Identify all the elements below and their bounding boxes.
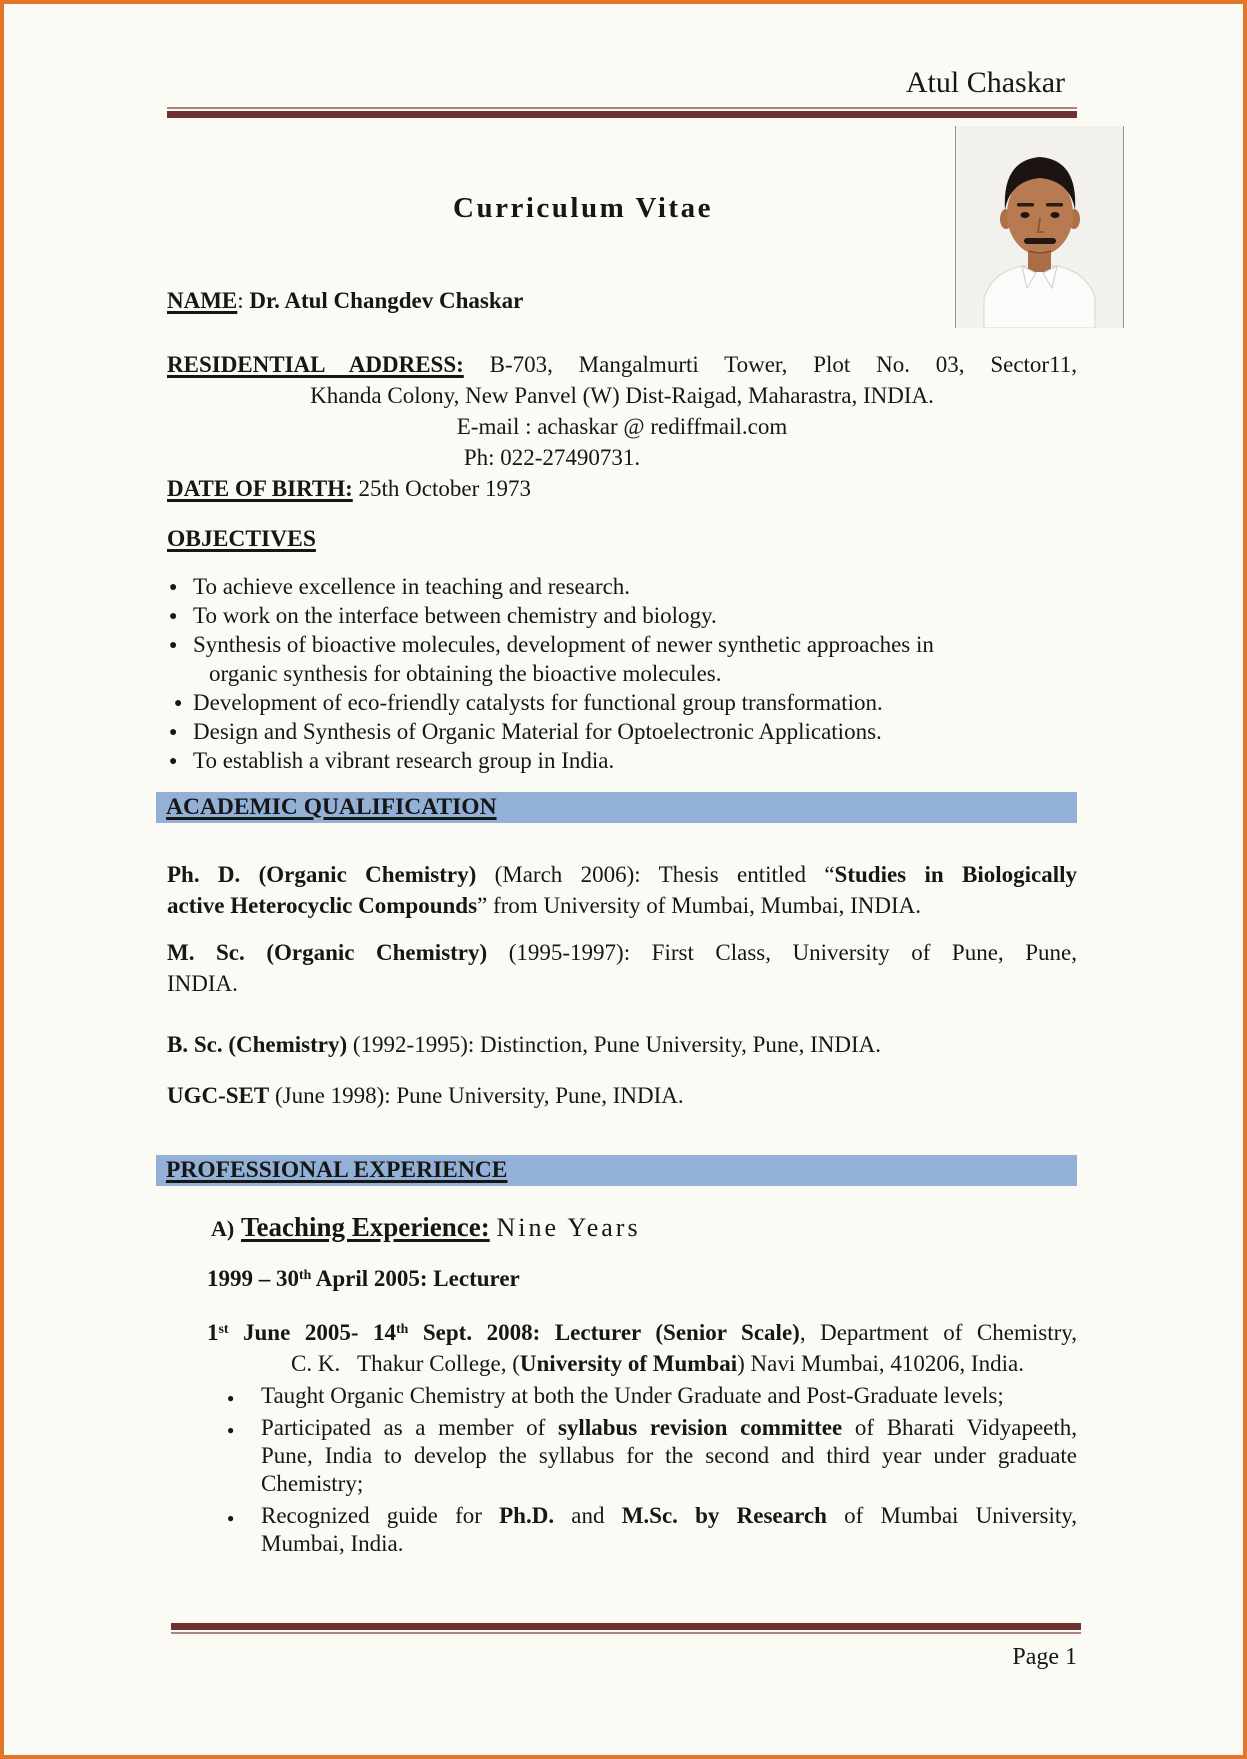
name-line: NAME: Dr. Atul Changdev Chaskar: [167, 288, 524, 313]
objectives-heading: OBJECTIVES: [167, 526, 316, 552]
list-label: A): [211, 1216, 235, 1241]
phd-entry: Ph. D. (Organic Chemistry) (March 2006): Thesis entitled “Studies in Biologically active Heterocyclic Compounds” from University of Mumbai, Mumbai, INDIA.: [167, 862, 1077, 918]
teaching-experience-title: Teaching Experience:: [240, 1212, 490, 1242]
header-double-rule: [167, 107, 1077, 118]
email-line: E-mail : achaskar @ rediffmail.com: [456, 414, 788, 439]
experience-item: ● Recognized guide for Ph.D. and M.Sc. by Research of Mumbai University, Mumbai, India.: [225, 1502, 1077, 1558]
section-bar-academic-qualification: [156, 792, 1077, 823]
section-bar-professional-experience: [156, 1155, 1077, 1186]
section-title: ACADEMIC QUALIFICATION: [166, 794, 497, 820]
msc-entry: M. Sc. (Organic Chemistry) (1995-1997): First Class, University of Pune, Pune, INDIA.: [167, 940, 1077, 996]
lecturer-period-2: 1st June 2005- 14th Sept. 2008: Lecturer (Senior Scale), Department of Chemistry, C. K. Thakur College, (University of Mumbai) Navi Mumbai, 410206, India.: [207, 1320, 1078, 1376]
experience-item: ● Participated as a member of syllabus revision committee of Bharati Vidyapeeth, Pune, India to develop the syllabus for the second and third year under graduate Chemistry;: [225, 1414, 1077, 1498]
page-footer: [171, 1615, 1081, 1671]
profile-photo: [955, 126, 1124, 328]
lecturer-period-1: 1999 – 30th April 2005: Lecturer: [207, 1266, 520, 1291]
objectives-list: [167, 572, 1077, 775]
rule-thin-line: [171, 1632, 1081, 1634]
ugcset-entry: UGC-SET (June 1998): Pune University, Pune, INDIA.: [167, 1083, 684, 1108]
footer-double-rule: [171, 1623, 1081, 1634]
rule-thick-line: [167, 111, 1077, 118]
objective-item: ● Development of eco-friendly catalysts for functional group transformation.: [167, 688, 1077, 717]
section-title: PROFESSIONAL EXPERIENCE: [166, 1157, 508, 1183]
experience-item: ● Taught Organic Chemistry at both the Under Graduate and Post-Graduate levels;: [225, 1382, 1077, 1410]
objective-item: ● Synthesis of bioactive molecules, development of newer synthetic approaches in organic synthesis for obtaining the bioactive molecules.: [167, 630, 1077, 688]
bsc-entry: B. Sc. (Chemistry) (1992-1995): Distinction, Pune University, Pune, INDIA.: [167, 1032, 881, 1057]
objective-item: ● To achieve excellence in teaching and research.: [167, 572, 1077, 601]
header-author-name: Atul Chaskar: [905, 66, 1065, 99]
objective-item: ● To establish a vibrant research group in India.: [167, 746, 1077, 775]
person-illustration: [956, 126, 1123, 328]
date-of-birth-line: DATE OF BIRTH: 25th October 1973: [167, 476, 531, 501]
rule-thick-line: [171, 1623, 1081, 1630]
page-number: Page 1: [1012, 1644, 1077, 1670]
teaching-experience-heading: [211, 1210, 1077, 1246]
address-block: [167, 349, 1077, 504]
experience-bullet-list: [225, 1382, 1077, 1558]
phone-line: Ph: 022-27490731.: [463, 445, 641, 470]
objective-item: ● To work on the interface between chemistry and biology.: [167, 601, 1077, 630]
address-line-1: RESIDENTIAL ADDRESS: B-703, Mangalmurti Tower, Plot No. 03, Sector11,: [167, 352, 1077, 377]
address-line-2: Khanda Colony, New Panvel (W) Dist-Raigad, Maharastra, INDIA.: [310, 383, 934, 408]
teaching-experience-duration: Nine Years: [496, 1213, 641, 1242]
objective-item: ● Design and Synthesis of Organic Material for Optoelectronic Applications.: [167, 717, 1077, 746]
document-title: Curriculum Vitae: [453, 192, 713, 224]
